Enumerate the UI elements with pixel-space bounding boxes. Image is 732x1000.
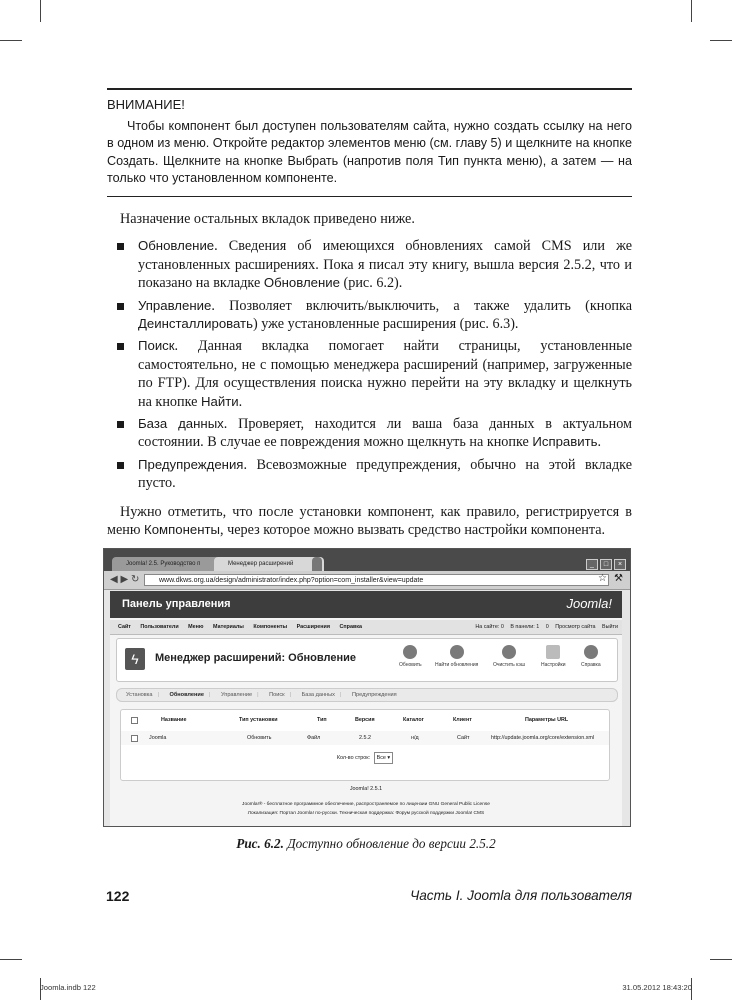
list-term: Обновление bbox=[138, 238, 215, 254]
browser-tab-bar bbox=[104, 549, 630, 571]
menu-item[interactable]: Расширения bbox=[296, 624, 330, 630]
version-label: Joomla! 2.5.1 bbox=[349, 786, 383, 792]
maximize-icon[interactable]: □ bbox=[600, 559, 612, 570]
column-header[interactable]: Версия bbox=[355, 717, 375, 723]
column-header[interactable]: Название bbox=[161, 717, 187, 723]
list-term: База данных bbox=[138, 416, 224, 432]
tab-update[interactable]: Обновление bbox=[169, 692, 204, 698]
list-text: . bbox=[597, 434, 602, 451]
admin-menu bbox=[110, 620, 622, 635]
url-input[interactable]: www.dkws.org.ua/design/administrator/index.php?option=com_installer&view=update bbox=[144, 574, 609, 586]
tab-list bbox=[107, 237, 632, 492]
table-row[interactable] bbox=[121, 731, 609, 745]
address-bar bbox=[104, 571, 630, 590]
control-panel-header bbox=[110, 591, 622, 618]
crop-mark bbox=[691, 0, 692, 22]
joomla-logo: Joomla! bbox=[566, 596, 612, 611]
rows-label: Кол-во строк: bbox=[336, 755, 371, 761]
tab-separator: | bbox=[157, 692, 159, 698]
intro-paragraph: Назначение остальных вкладок приведено ниже. bbox=[120, 211, 415, 227]
table-cell: н/д bbox=[411, 735, 419, 741]
closing-term: Компоненты bbox=[144, 522, 220, 538]
list-item bbox=[107, 456, 632, 493]
table-cell: Сайт bbox=[457, 735, 470, 741]
crop-mark bbox=[710, 40, 732, 41]
column-header[interactable]: Клиент bbox=[453, 717, 472, 723]
table-header bbox=[121, 713, 609, 727]
lightning-icon: ϟ bbox=[125, 648, 145, 670]
manager-title: Менеджер расширений: Обновление bbox=[155, 652, 356, 664]
status-site: На сайте: 0 bbox=[475, 624, 504, 630]
crop-mark bbox=[0, 40, 22, 41]
bullet-marker bbox=[117, 462, 124, 469]
list-text: . Позволяет включить/выключить, а также удалить (кнопка bbox=[211, 297, 632, 314]
column-header[interactable]: Каталог bbox=[403, 717, 424, 723]
button-label: Найти обновления bbox=[435, 662, 479, 668]
table-cell: Обновить bbox=[247, 735, 272, 741]
note-bottom-rule bbox=[107, 196, 632, 197]
options-button[interactable] bbox=[541, 645, 566, 668]
menu-item[interactable]: Меню bbox=[188, 624, 204, 630]
panel-title: Панель управления bbox=[122, 598, 231, 610]
table-cell: Joomla bbox=[149, 735, 167, 741]
footer-localization: Локализация: Портал Joomla! по-русски. Техническая поддержка: Форум русской поддержки Joomla! CMS bbox=[247, 811, 485, 816]
closing-text: , через которое можно вызвать средство настройки компонента. bbox=[220, 522, 606, 539]
update-button[interactable] bbox=[399, 645, 422, 668]
menu-item[interactable]: Компоненты bbox=[253, 624, 288, 630]
print-slug-right: 31.05.2012 18:43:20 bbox=[622, 983, 692, 992]
list-term: Деинсталлировать bbox=[138, 316, 253, 332]
tab-label: Менеджер расширений bbox=[228, 561, 294, 567]
list-term: Найти bbox=[201, 393, 239, 409]
list-text: . Данная вкладка помогает найти страницы, установленные самостоятельно, не с помощью менеджера расширений (например, загруженные по FTP). Для осуществления поиска нужно перейти на эту вкладку и щелкнуть на кнопке bbox=[138, 338, 632, 410]
list-item bbox=[107, 237, 632, 292]
bullet-marker bbox=[117, 243, 124, 250]
pagination bbox=[121, 752, 609, 764]
close-window-icon[interactable]: × bbox=[614, 559, 626, 570]
browser-tab[interactable] bbox=[112, 557, 226, 571]
note-heading: ВНИМАНИЕ! bbox=[107, 97, 185, 112]
tab-separator: | bbox=[289, 692, 292, 698]
purge-cache-button[interactable] bbox=[493, 645, 525, 668]
rows-select[interactable]: Все ▾ bbox=[374, 752, 394, 764]
attention-note bbox=[107, 88, 632, 197]
running-head: Часть I. Joomla для пользователя bbox=[410, 888, 632, 903]
star-icon[interactable]: ☆ bbox=[598, 573, 607, 584]
manager-toolbar bbox=[116, 638, 618, 682]
page-number: 122 bbox=[106, 888, 130, 904]
list-term: Поиск bbox=[138, 338, 175, 354]
crop-mark bbox=[40, 0, 41, 22]
list-text: . bbox=[238, 393, 243, 410]
list-item bbox=[107, 415, 632, 452]
select-all-checkbox[interactable] bbox=[131, 717, 138, 724]
rows-select-value: Все bbox=[376, 755, 386, 761]
logout-link[interactable]: Выйти bbox=[602, 624, 618, 630]
menu-item[interactable]: Сайт bbox=[118, 624, 131, 630]
find-updates-button[interactable] bbox=[435, 645, 478, 668]
browser-tab-active[interactable] bbox=[214, 557, 324, 571]
list-text: ) уже установленные расширения (рис. 6.3). bbox=[252, 316, 519, 333]
installer-tabs bbox=[116, 688, 618, 702]
wrench-icon[interactable]: ⚒ bbox=[614, 573, 623, 584]
row-checkbox[interactable] bbox=[131, 735, 138, 742]
figure-screenshot bbox=[103, 548, 631, 827]
column-header[interactable]: Тип установки bbox=[239, 717, 278, 723]
page-footer bbox=[110, 800, 622, 818]
tab-manage[interactable]: Управление bbox=[220, 692, 253, 698]
tab-separator: | bbox=[339, 692, 342, 698]
table-cell: Файл bbox=[307, 735, 321, 741]
note-text: Чтобы компонент был доступен пользователям сайта, нужно создать ссылку на него в одном из меню. Откройте редактор элементов меню (см. главу 5) и щелкните на кнопке Создать. Щелкните на кнопке Выбрать (напротив поля Тип пункта меню), а затем — на только что установленном компоненте. bbox=[107, 119, 632, 186]
bullet-marker bbox=[117, 343, 124, 350]
status-panel: В панели: 1 bbox=[510, 624, 540, 630]
help-button[interactable] bbox=[581, 645, 601, 668]
caption-text: Доступно обновление до версии 2.5.2 bbox=[287, 836, 496, 851]
list-item bbox=[107, 297, 632, 334]
tab-warnings[interactable]: Предупреждения bbox=[351, 692, 397, 698]
list-term: Исправить bbox=[532, 434, 598, 450]
nav-arrows-icon[interactable]: ◀ ▶ ↻ bbox=[110, 574, 140, 585]
view-site-link[interactable]: Просмотр сайта bbox=[555, 624, 596, 630]
tab-label: Joomla! 2.5. Руководство п bbox=[126, 561, 201, 567]
minimize-icon[interactable]: _ bbox=[586, 559, 598, 570]
figure-caption bbox=[0, 836, 732, 852]
menu-item[interactable]: Пользователи bbox=[140, 624, 179, 630]
tab-install[interactable]: Установка bbox=[126, 692, 153, 698]
menu-item[interactable]: Материалы bbox=[213, 624, 244, 630]
tab-discover[interactable]: Поиск bbox=[269, 692, 285, 698]
main-text bbox=[107, 210, 632, 540]
closing-text: Нужно отметить, что после установки компонент, как правило, регистрируется в меню bbox=[107, 503, 632, 539]
updates-table bbox=[120, 709, 610, 781]
window-controls bbox=[584, 553, 626, 571]
footer-license: Joomla!® - бесплатное программное обеспечение, распространяемое по лицензии GNU General Public License bbox=[242, 802, 490, 807]
column-header[interactable]: Параметры URL bbox=[525, 717, 569, 723]
button-label: Очистить кэш bbox=[493, 662, 525, 668]
bullet-marker bbox=[117, 421, 124, 428]
options-icon bbox=[546, 645, 560, 659]
list-item bbox=[107, 337, 632, 411]
note-top-rule bbox=[107, 88, 632, 90]
new-tab-button[interactable] bbox=[312, 557, 322, 571]
tab-database[interactable]: База данных bbox=[301, 692, 335, 698]
list-text: . Всевозможные предупреждения, обычно на этой вкладке пусто. bbox=[138, 456, 632, 492]
list-term: Управление bbox=[138, 297, 212, 313]
list-text: . Сведения об имеющихся обновлениях самой CMS или же установленных расширениях. Пока я писал эту книгу, вышла версия 2.5.2, что и показано на вкладке bbox=[138, 238, 632, 292]
admin-page bbox=[110, 591, 622, 826]
refresh-icon bbox=[450, 645, 464, 659]
refresh-icon bbox=[502, 645, 516, 659]
status-links bbox=[470, 620, 618, 634]
tab-separator: | bbox=[208, 692, 211, 698]
closing-paragraph bbox=[107, 503, 632, 540]
crop-mark bbox=[710, 959, 732, 960]
status-messages: 0 bbox=[545, 624, 549, 630]
update-icon bbox=[403, 645, 417, 659]
menu-item[interactable]: Справка bbox=[339, 624, 362, 630]
help-icon bbox=[584, 645, 598, 659]
table-cell: 2.5.2 bbox=[359, 735, 371, 741]
table-cell: http://update.joomla.org/core/extension.xml bbox=[491, 735, 595, 741]
button-label: Справка bbox=[581, 662, 601, 668]
column-header[interactable]: Тип bbox=[317, 717, 327, 723]
list-term: Предупреждения bbox=[138, 456, 244, 472]
caption-label: Рис. 6.2. bbox=[236, 836, 284, 851]
crop-mark bbox=[0, 959, 22, 960]
list-text: (рис. 6.2). bbox=[339, 275, 403, 292]
print-slug-left: Joomla.indb 122 bbox=[40, 983, 96, 992]
button-label: Обновить bbox=[399, 662, 422, 668]
tab-separator: | bbox=[257, 692, 259, 698]
list-text: . Проверяет, находится ли ваша база данных в актуальном состоянии. В случае ее повреждения можно щелкнуть на кнопке bbox=[138, 416, 632, 451]
list-term: Обновление bbox=[263, 275, 340, 291]
bullet-marker bbox=[117, 303, 124, 310]
button-label: Настройки bbox=[541, 662, 566, 668]
